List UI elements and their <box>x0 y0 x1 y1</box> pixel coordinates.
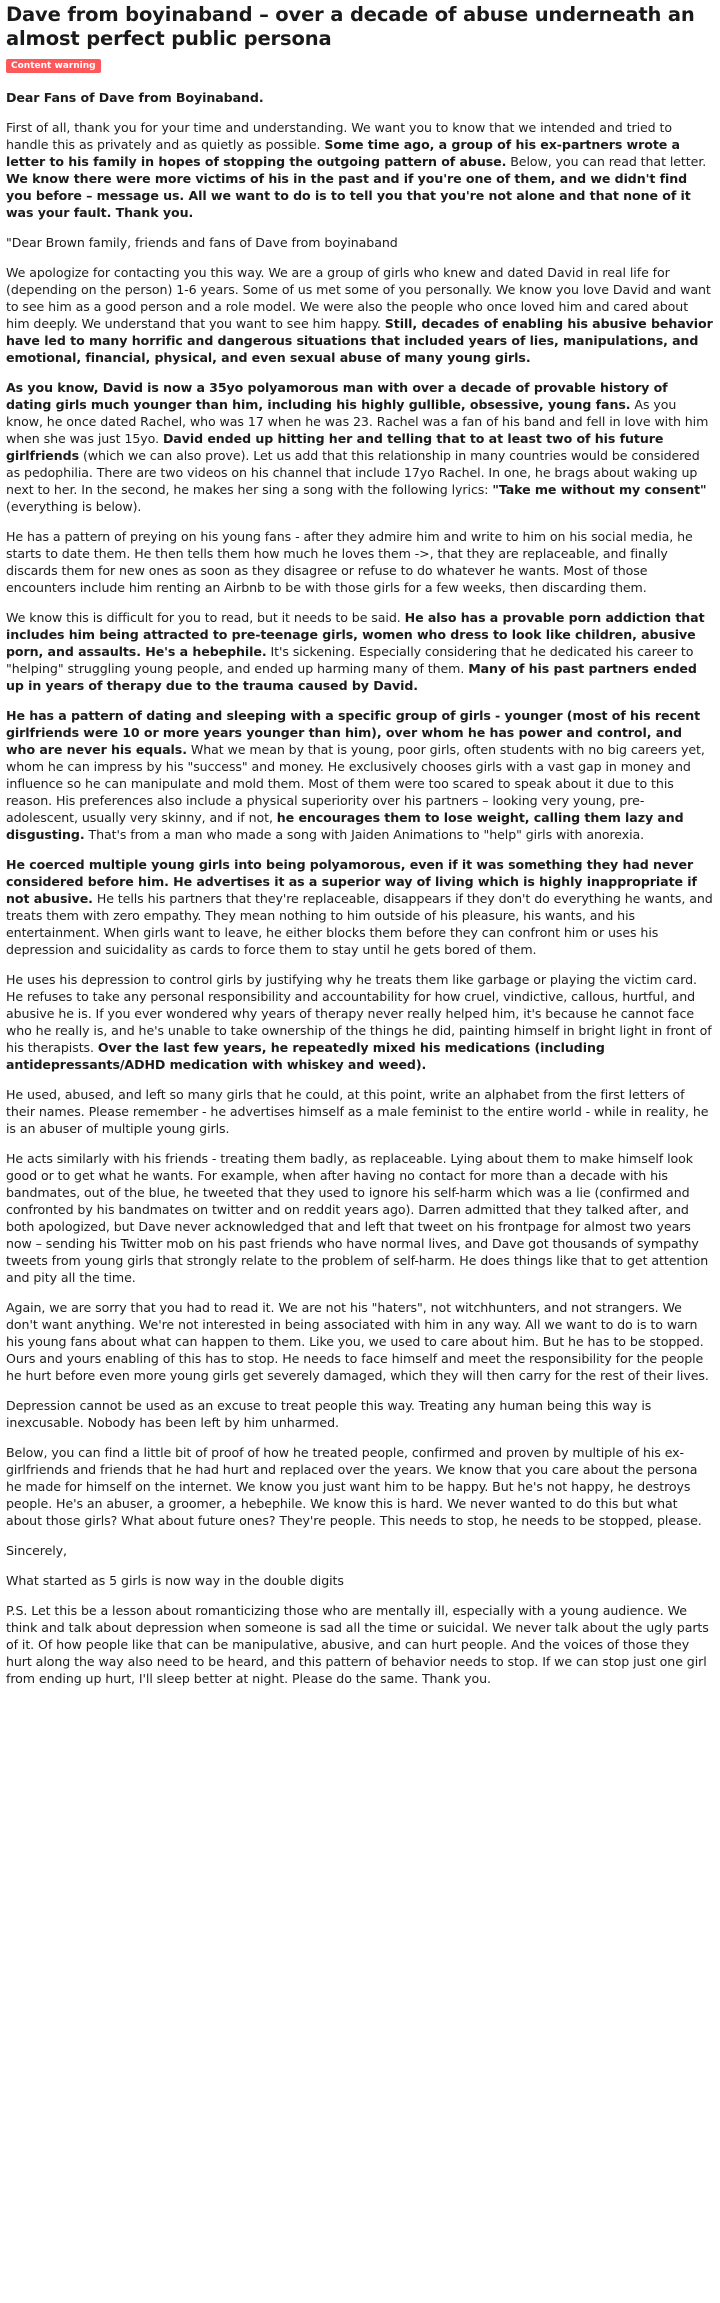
body-paragraph <box>6 264 714 366</box>
bold-text: We know there were more victims of his in the past and if you're one of them, and we didn't find you before – message us. All we want to do is to tell you that you're not alone and that none of it was your fault. Thank you. <box>6 171 691 220</box>
text-run: (which we can also prove). Let us add that this relationship in many countries would be considered as pedophilia. There are two videos on his channel that include 17yo Rachel. In one, he brags about waking up next to her. In the second, he makes her sing a song with the following lyrics: <box>6 448 700 497</box>
bold-text: Over the last few years, he repeatedly mixed his medications (including antidepressants/ADHD medication with whiskey and weed). <box>6 1040 605 1072</box>
text-run: "Dear Brown family, friends and fans of Dave from boyinaband <box>6 235 398 250</box>
body-paragraph <box>6 119 714 221</box>
body-paragraph <box>6 1299 714 1384</box>
text-run: We apologize for contacting you this way. We are a group of girls who knew and dated David in real life for (depending on the person) 1-6 years. Some of us met some of you personally. We know you love David and want to see him as a good person and a role model. We were also the people who once loved him and cared about him deeply. We understand that you want to see him happy. <box>6 265 711 331</box>
text-run: He tells his partners that they're replaceable, disappears if they don't do everything he wants, and treats them with zero empathy. They mean nothing to him outside of his pleasure, his wants, and his entertainment. When girls want to leave, he either blocks them before they can confront him or uses his depression and suicidality as cards to force them to stay until he gets bored of them. <box>6 891 713 957</box>
bold-text: Still, decades of enabling his abusive behavior have led to many horrific and dangerous situations that included years of lies, manipulations, and emotional, financial, physical, and even sexual abuse of many young girls. <box>6 316 713 365</box>
text-run: What we mean by that is young, poor girls, often students with no big careers yet, whom he can impress by his "success" and money. He exclusively chooses girls with a vast gap in money and influence so he can manipulate and mold them. Most of them were too scared to speak about it due to this reason. His preferences also include a physical superiority over his partners – looking very young, pre-adolescent, usually very skinny, and if not, <box>6 742 705 825</box>
body-paragraph <box>6 707 714 843</box>
text-run: As you know, he once dated Rachel, who was 17 when he was 23. Rachel was a fan of his band and fell in love with him when she was just 15yo. <box>6 397 709 446</box>
body-paragraph <box>6 1086 714 1137</box>
body-paragraph <box>6 234 714 251</box>
flair-row <box>6 51 714 73</box>
bold-text: He also has a provable porn addiction that includes him being attracted to pre-teenage girls, women who dress to look like children, abusive porn, and assaults. He's a hebephile. <box>6 610 705 659</box>
body-paragraph <box>6 609 714 694</box>
body-paragraph <box>6 1542 714 1559</box>
post-body <box>6 89 714 1687</box>
body-paragraph <box>6 971 714 1073</box>
body-paragraph <box>6 89 714 106</box>
text-run: He has a pattern of preying on his young fans - after they admire him and write to him on his social media, he starts to date them. He then tells them how much he loves them ->, that they are replaceable, and finally discards them for new ones as soon as they disagree or refuse to do whatever he wants. Most of those encounters include him renting an Airbnb to be with those girls for a few weeks, then discarding them. <box>6 529 693 595</box>
post-title[interactable]: Dave from boyinaband – over a decade of abuse underneath an almost perfect public persona <box>6 3 695 50</box>
bold-text: Many of his past partners ended up in years of therapy due to the trauma caused by David. <box>6 661 697 693</box>
bold-text: he encourages them to lose weight, calling them lazy and disgusting. <box>6 810 684 842</box>
bold-text: As you know, David is now a 35yo polyamorous man with over a decade of provable history of dating girls much younger than him, including his highly gullible, obsessive, young fans. <box>6 380 668 412</box>
text-run: What started as 5 girls is now way in the double digits <box>6 1573 344 1588</box>
text-run: He acts similarly with his friends - treating them badly, as replaceable. Lying about them to make himself look good or to get what he wants. For example, when after having no contact for more than a decade with his bandmates, out of the blue, he tweeted that they used to ignore his self-harm which was a lie (confirmed and confronted by his bandmates on twitter and on reddit years ago). Darren admitted that they talked after, and both apologized, but Dave never acknowledged that and left that tweet on his frontpage for almost two years now – sending his Twitter mob on his past friends who have normal lives, and Dave got thousands of sympathy tweets from young girls that strongly relate to the problem of self-harm. He does things like that to get attention and pity all the time. <box>6 1151 709 1285</box>
body-paragraph <box>6 379 714 515</box>
text-run: P.S. Let this be a lesson about romanticizing those who are mentally ill, especially with a young audience. We think and talk about depression when someone is sad all the time or suicidal. We never talk about the ugly parts of it. Of how people like that can be manipulative, abusive, and can hurt people. And the voices of those they hurt along the way also need to be heard, and this pattern of behavior needs to stop. If we can stop just one girl from ending up hurt, I'll sleep better at night. Please do the same. Thank you. <box>6 1603 709 1686</box>
body-paragraph <box>6 856 714 958</box>
text-run: That's from a man who made a song with Jaiden Animations to "help" girls with anorexia. <box>84 827 645 842</box>
text-run: Sincerely, <box>6 1543 67 1558</box>
text-run: (everything is below). <box>6 499 142 514</box>
bold-text: He coerced multiple young girls into being polyamorous, even if it was something they had never considered before him. He advertises it as a superior way of living which is highly inappropriate if not abusive. <box>6 857 697 906</box>
bold-text: "Take me without my consent" <box>492 482 707 497</box>
bold-text: He has a pattern of dating and sleeping with a specific group of girls - younger (most of his recent girlfriends were 10 or more years younger than him), over whom he has power and control, and who are never his equals. <box>6 708 701 757</box>
bold-text: Dear Fans of Dave from Boyinaband. <box>6 90 264 105</box>
body-paragraph <box>6 1572 714 1589</box>
text-run: Below, you can read that letter. <box>506 154 707 169</box>
text-run: We know this is difficult for you to read, but it needs to be said. <box>6 610 405 625</box>
text-run: Depression cannot be used as an excuse to treat people this way. Treating any human being this way is inexcusable. Nobody has been left by him unharmed. <box>6 1398 652 1430</box>
text-run: It's sickening. Especially considering that he dedicated his career to "helping" struggling young people, and ended up harming many of them. <box>6 644 694 676</box>
bold-text: David ended up hitting her and telling that to at least two of his future girlfriends <box>6 431 664 463</box>
body-paragraph <box>6 1444 714 1529</box>
text-run: He used, abused, and left so many girls that he could, at this point, write an alphabet from the first letters of their names. Please remember - he advertises himself as a male feminist to the entire world - while in reality, he is an abuser of multiple young girls. <box>6 1087 709 1136</box>
body-paragraph <box>6 1397 714 1431</box>
body-paragraph <box>6 1150 714 1286</box>
body-paragraph <box>6 1602 714 1687</box>
text-run: Again, we are sorry that you had to read it. We are not his "haters", not witchhunters, and not strangers. We don't want anything. We're not interested in being associated with him in any way. All we want to do is to warn his young fans about what can happen to them. Like you, we used to care about him. But he has to be stopped. Ours and yours enabling of this has to stop. He needs to face himself and meet the responsibility for the people he hurt before even more young girls get severely damaged, which they will then carry for the rest of their lives. <box>6 1300 709 1383</box>
text-run: Below, you can find a little bit of proof of how he treated people, confirmed and proven by multiple of his ex-girlfriends and friends that he had hurt and replaced over the years. We know that you care about the persona he made for himself on the internet. We know you just want him to be happy. But he's not happy, he destroys people. He's an abuser, a groomer, a hebephile. We know this is hard. We never wanted to do this but what about those girls? What about future ones? They're people. This needs to stop, he needs to be stopped, please. <box>6 1445 702 1528</box>
content-warning-badge[interactable]: Content warning <box>6 59 101 73</box>
text-run: He uses his depression to control girls by justifying why he treats them like garbage or playing the victim card. He refuses to take any personal responsibility and accountability for how cruel, vindictive, callous, hurtful, and abusive he is. If you ever wondered why years of therapy never really helped him, it's because he cannot face who he really is, and he's unable to take ownership of the things he did, painting himself in bright light in front of his therapists. <box>6 972 712 1055</box>
bold-text: Some time ago, a group of his ex-partners wrote a letter to his family in hopes of stopping the outgoing pattern of abuse. <box>6 137 680 169</box>
body-paragraph <box>6 528 714 596</box>
text-run: First of all, thank you for your time and understanding. We want you to know that we intended and tried to handle this as privately and as quietly as possible. <box>6 120 672 152</box>
